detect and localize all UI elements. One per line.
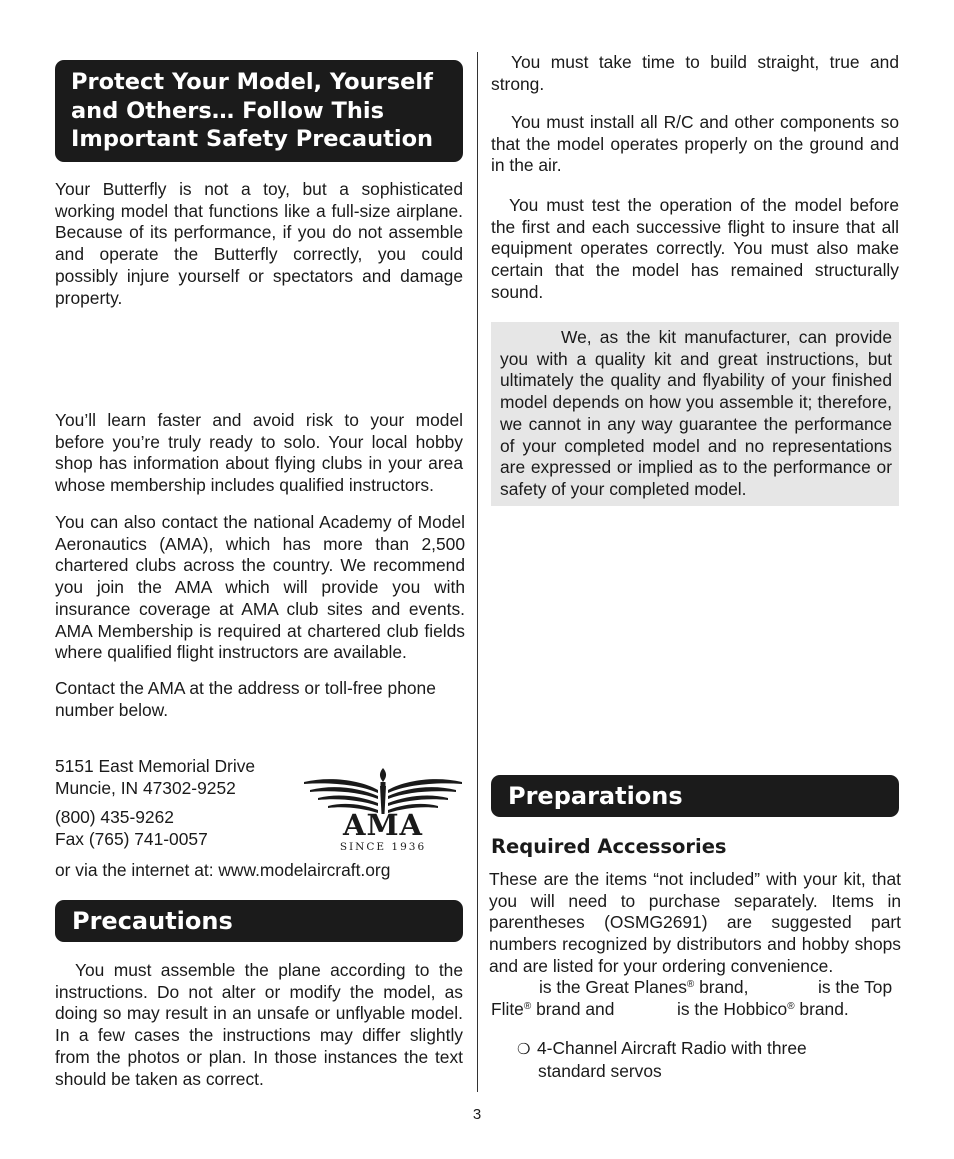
brand-hobbico-suffix: brand. xyxy=(794,999,849,1019)
test-paragraph: You must test the operation of the model before the first and each successive flight to insure that all equipment operates correctly. You must also make certain that the model has remained structurally sound. xyxy=(491,195,899,302)
contact-paragraph: Contact the AMA at the address or toll-free phone number below. xyxy=(55,678,436,720)
ama-logo xyxy=(302,766,464,858)
brand-hobbico xyxy=(677,999,849,1021)
brand-great-planes: is the Great Planes xyxy=(539,977,687,997)
preparations-banner: Preparations xyxy=(491,775,899,817)
required-accessories-heading: Required Accessories xyxy=(491,835,727,858)
brand-hobbico-text: is the Hobbico xyxy=(677,999,788,1019)
ama-logo-since: SINCE 1936 xyxy=(339,841,427,853)
install-paragraph: You must install all R/C and other components so that the model operates properly on the ground and in the air. xyxy=(491,112,899,176)
ama-logo-text: AMA xyxy=(342,808,424,842)
address-city: Muncie, IN 47302-9252 xyxy=(55,777,236,798)
brand-top-flite: is the Top xyxy=(818,977,893,997)
brand-flite: Flite xyxy=(491,999,524,1019)
safety-banner xyxy=(55,60,463,162)
manufacturer-note: We, as the kit manufacturer, can provide you with a quality kit and great instructions, but ultimately the quality and flyability of your finished model depends on how you assemble it; therefore, we cannot in any way guarantee the performance of your completed model and no representations are expressed or implied as to the performance or safety of your completed model. xyxy=(500,327,892,499)
safety-banner-line-2: and Others… Follow This xyxy=(71,97,385,124)
internet-paragraph: or via the internet at: www.modelaircraft.org xyxy=(55,860,391,880)
precautions-paragraph: You must assemble the plane according to the instructions. Do not alter or modify the model, as doing so may result in an unsafe or unflyable model. In a few cases the instructions may differ slightly from the photos or plan. In those instances the text should be taken as correct. xyxy=(55,960,463,1089)
intro-paragraph: Your Butterfly is not a toy, but a sophisticated working model that functions like a full-size airplane. Because of its performance, if you do not assemble and operate the Butterfly correctly, you could possibly injure yourself or spectators and damage property. xyxy=(55,179,463,308)
ama-address xyxy=(55,756,295,851)
brand-flite-suffix: brand and xyxy=(531,999,615,1019)
ama-info-paragraph: You can also contact the national Academy of Model Aeronautics (AMA), which has more than 2,500 chartered clubs across the country. We recommend you join the AMA which will provide you with insurance coverage at AMA club sites and events. AMA Membership is required at chartered club fields where qualified flight instructors are available. xyxy=(55,512,465,663)
page-number: 3 xyxy=(472,1106,482,1123)
brand-line-2 xyxy=(491,999,899,1021)
brand-line-1 xyxy=(539,977,899,999)
registered-mark: ® xyxy=(523,1001,532,1012)
accessory-item-radio[interactable] xyxy=(517,1038,897,1082)
build-paragraph: You must take time to build straight, true and strong. xyxy=(491,52,899,94)
precautions-banner: Precautions xyxy=(55,900,463,942)
safety-banner-line-3: Important Safety Precaution xyxy=(71,126,434,152)
required-intro-paragraph: These are the items “not included” with your kit, that you will need to purchase separately. Items in parentheses (OSMG2691) are suggested part numbers recognized by distributors and hobby shops and are listed for your ordering convenience. xyxy=(489,869,901,976)
safety-banner-line-1: Protect Your Model, Yourself xyxy=(71,69,433,95)
ama-fax: Fax (765) 741-0057 xyxy=(55,829,208,850)
address-street: 5151 East Memorial Drive xyxy=(55,756,256,776)
accessory-item-label-cont: standard servos xyxy=(538,1060,662,1081)
accessory-item-label: 4-Channel Aircraft Radio with three xyxy=(537,1038,807,1058)
ama-phone: (800) 435-9262 xyxy=(55,807,174,828)
manufacturer-note-box xyxy=(491,322,899,506)
registered-mark: ® xyxy=(787,1001,795,1012)
checkbox-icon[interactable]: ❍ xyxy=(517,1041,531,1058)
brand-great-planes-suffix: brand, xyxy=(694,977,749,997)
learn-paragraph: You’ll learn faster and avoid risk to your model before you’re truly ready to solo. Your local hobby shop has information about flying clubs in your area whose membership includes qualified instructors. xyxy=(55,410,463,496)
column-divider xyxy=(477,52,478,1092)
registered-mark: ® xyxy=(686,979,695,990)
